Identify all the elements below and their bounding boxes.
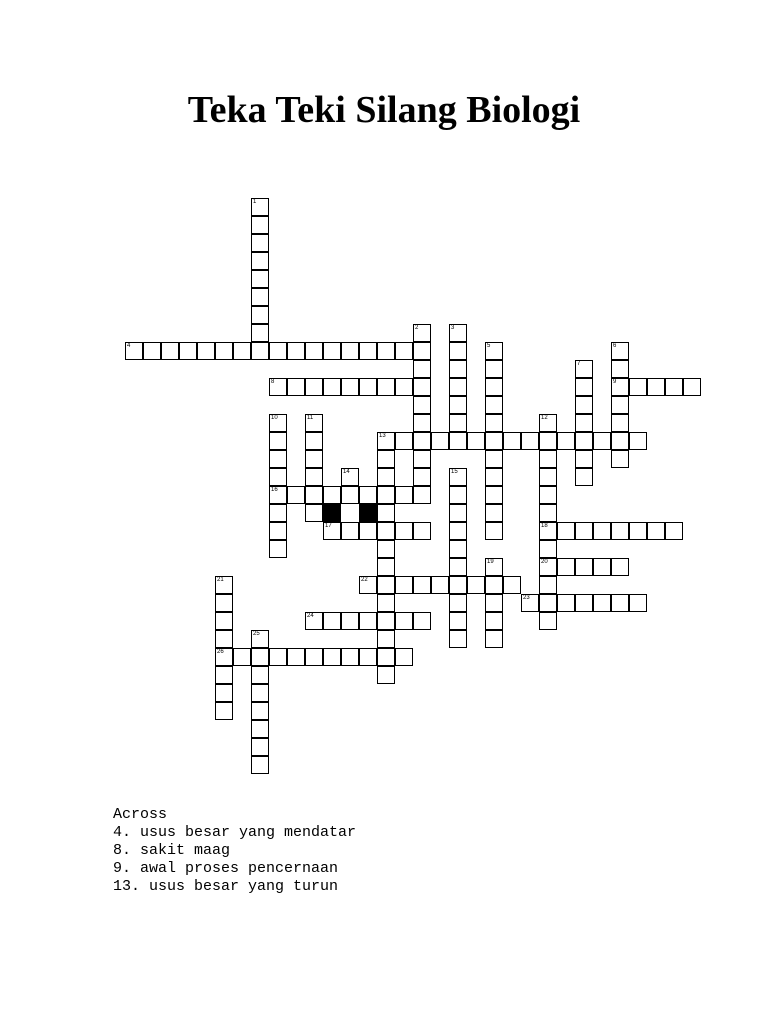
crossword-cell[interactable] <box>377 378 395 396</box>
crossword-cell[interactable] <box>359 342 377 360</box>
crossword-cell[interactable] <box>341 378 359 396</box>
crossword-cell[interactable] <box>395 612 413 630</box>
crossword-cell[interactable] <box>395 648 413 666</box>
clue-number: 9 <box>613 379 617 385</box>
crossword-cell[interactable] <box>413 486 431 504</box>
crossword-cell[interactable] <box>629 594 647 612</box>
crossword-cell[interactable] <box>539 576 557 594</box>
clue-number: 23 <box>523 595 530 601</box>
crossword-cell[interactable] <box>485 414 503 432</box>
crossword-cell[interactable] <box>359 378 377 396</box>
crossword-cell[interactable] <box>323 342 341 360</box>
crossword-cell[interactable] <box>413 360 431 378</box>
crossword-cell[interactable] <box>269 342 287 360</box>
clues-section <box>113 806 356 896</box>
crossword-cell[interactable] <box>233 342 251 360</box>
clue-number: 5 <box>487 343 491 349</box>
clue-number: 25 <box>253 631 260 637</box>
crossword-cell[interactable] <box>593 522 611 540</box>
crossword-cell[interactable] <box>341 468 359 486</box>
crossword-cell[interactable] <box>377 342 395 360</box>
crossword-cell[interactable] <box>557 594 575 612</box>
crossword-cell[interactable] <box>269 468 287 486</box>
crossword-black-cell <box>323 504 341 522</box>
crossword-cell[interactable] <box>251 756 269 774</box>
crossword-cell[interactable] <box>413 324 431 342</box>
crossword-cell[interactable] <box>449 378 467 396</box>
crossword-cell[interactable] <box>377 666 395 684</box>
crossword-cell[interactable] <box>485 468 503 486</box>
crossword-cell[interactable] <box>575 378 593 396</box>
clue-number: 21 <box>217 577 224 583</box>
crossword-cell[interactable] <box>251 684 269 702</box>
crossword-cell[interactable] <box>305 648 323 666</box>
crossword-cell[interactable] <box>323 612 341 630</box>
crossword-cell[interactable] <box>341 648 359 666</box>
crossword-cell[interactable] <box>305 486 323 504</box>
crossword-cell[interactable] <box>251 306 269 324</box>
crossword-cell[interactable] <box>611 342 629 360</box>
crossword-cell[interactable] <box>305 612 323 630</box>
crossword-cell[interactable] <box>323 648 341 666</box>
page-title: Teka Teki Silang Biologi <box>187 89 581 131</box>
crossword-cell[interactable] <box>539 414 557 432</box>
crossword-cell[interactable] <box>449 630 467 648</box>
clue-number: 10 <box>271 415 278 421</box>
crossword-cell[interactable] <box>215 666 233 684</box>
crossword-cell[interactable] <box>251 702 269 720</box>
crossword-cell[interactable] <box>539 432 557 450</box>
crossword-cell[interactable] <box>251 324 269 342</box>
crossword-cell[interactable] <box>377 612 395 630</box>
crossword-cell[interactable] <box>629 378 647 396</box>
clue-number: 17 <box>325 523 332 529</box>
crossword-cell[interactable] <box>485 576 503 594</box>
crossword-cell[interactable] <box>305 504 323 522</box>
across-heading: Across <box>113 806 168 823</box>
crossword-cell[interactable] <box>269 378 287 396</box>
crossword-cell[interactable] <box>251 234 269 252</box>
clue-across-8: 8. sakit maag <box>113 842 231 859</box>
crossword-cell[interactable] <box>305 378 323 396</box>
clue-across-9: 9. awal proses pencernaan <box>113 860 339 877</box>
crossword-cell[interactable] <box>449 414 467 432</box>
crossword-cell[interactable] <box>287 342 305 360</box>
crossword-cell[interactable] <box>485 522 503 540</box>
crossword-cell[interactable] <box>269 504 287 522</box>
crossword-cell[interactable] <box>485 432 503 450</box>
crossword-cell[interactable] <box>377 648 395 666</box>
crossword-cell[interactable] <box>539 612 557 630</box>
crossword-cell[interactable] <box>485 594 503 612</box>
crossword-cell[interactable] <box>575 396 593 414</box>
crossword-cell[interactable] <box>215 612 233 630</box>
crossword-cell[interactable] <box>359 612 377 630</box>
crossword-cell[interactable] <box>557 522 575 540</box>
crossword-cell[interactable] <box>251 216 269 234</box>
crossword-cell[interactable] <box>143 342 161 360</box>
crossword-cell[interactable] <box>539 540 557 558</box>
crossword-cell[interactable] <box>575 432 593 450</box>
crossword-cell[interactable] <box>413 342 431 360</box>
crossword-cell[interactable] <box>611 558 629 576</box>
crossword-cell[interactable] <box>395 522 413 540</box>
clue-number: 13 <box>379 433 386 439</box>
crossword-cell[interactable] <box>611 450 629 468</box>
crossword-cell[interactable] <box>683 378 701 396</box>
crossword-cell[interactable] <box>197 342 215 360</box>
crossword-cell[interactable] <box>449 468 467 486</box>
crossword-cell[interactable] <box>485 342 503 360</box>
clue-across-13: 13. usus besar yang turun <box>113 878 339 895</box>
clue-number: 11 <box>307 415 314 421</box>
crossword-cell[interactable] <box>575 468 593 486</box>
crossword-cell[interactable] <box>485 612 503 630</box>
crossword-cell[interactable] <box>449 432 467 450</box>
crossword-cell[interactable] <box>485 450 503 468</box>
crossword-cell[interactable] <box>215 594 233 612</box>
crossword-cell[interactable] <box>593 594 611 612</box>
clue-number: 15 <box>451 469 458 475</box>
crossword-cell[interactable] <box>395 378 413 396</box>
crossword-cell[interactable] <box>359 486 377 504</box>
crossword-cell[interactable] <box>665 522 683 540</box>
crossword-cell[interactable] <box>377 540 395 558</box>
crossword-cell[interactable] <box>377 468 395 486</box>
crossword-black-cell <box>359 504 377 522</box>
crossword-cell[interactable] <box>323 378 341 396</box>
crossword-cell[interactable] <box>377 630 395 648</box>
crossword-cell[interactable] <box>233 648 251 666</box>
crossword-cell[interactable] <box>251 198 269 216</box>
crossword-cell[interactable] <box>431 576 449 594</box>
crossword-cell[interactable] <box>251 288 269 306</box>
crossword-cell[interactable] <box>377 594 395 612</box>
clue-number: 6 <box>613 343 617 349</box>
crossword-cell[interactable] <box>449 558 467 576</box>
crossword-cell[interactable] <box>467 576 485 594</box>
crossword-cell[interactable] <box>341 486 359 504</box>
crossword-cell[interactable] <box>251 666 269 684</box>
crossword-cell[interactable] <box>503 432 521 450</box>
crossword-cell[interactable] <box>449 486 467 504</box>
crossword-cell[interactable] <box>449 540 467 558</box>
crossword-cell[interactable] <box>215 648 233 666</box>
crossword-cell[interactable] <box>395 342 413 360</box>
crossword-cell[interactable] <box>485 558 503 576</box>
crossword-cell[interactable] <box>323 522 341 540</box>
crossword-cell[interactable] <box>125 342 143 360</box>
crossword-cell[interactable] <box>521 432 539 450</box>
crossword-cell[interactable] <box>413 414 431 432</box>
crossword-cell[interactable] <box>503 576 521 594</box>
crossword-cell[interactable] <box>377 504 395 522</box>
crossword-cell[interactable] <box>611 594 629 612</box>
crossword-cell[interactable] <box>629 522 647 540</box>
crossword-cell[interactable] <box>485 378 503 396</box>
crossword-cell[interactable] <box>395 486 413 504</box>
crossword-cell[interactable] <box>251 252 269 270</box>
clue-number: 2 <box>415 325 419 331</box>
crossword-cell[interactable] <box>215 684 233 702</box>
crossword-cell[interactable] <box>485 630 503 648</box>
crossword-cell[interactable] <box>395 576 413 594</box>
crossword-cell[interactable] <box>269 432 287 450</box>
crossword-cell[interactable] <box>611 360 629 378</box>
crossword-cell[interactable] <box>539 594 557 612</box>
crossword-cell[interactable] <box>449 612 467 630</box>
crossword-cell[interactable] <box>269 540 287 558</box>
crossword-cell[interactable] <box>305 468 323 486</box>
crossword-cell[interactable] <box>593 558 611 576</box>
clue-number: 4 <box>127 343 131 349</box>
crossword-cell[interactable] <box>287 648 305 666</box>
crossword-cell[interactable] <box>611 396 629 414</box>
crossword-cell[interactable] <box>377 558 395 576</box>
crossword-cell[interactable] <box>539 486 557 504</box>
crossword-cell[interactable] <box>305 342 323 360</box>
crossword-cell[interactable] <box>647 522 665 540</box>
clue-number: 7 <box>577 361 581 367</box>
crossword-cell[interactable] <box>539 468 557 486</box>
crossword-cell[interactable] <box>305 432 323 450</box>
crossword-cell[interactable] <box>287 486 305 504</box>
crossword-cell[interactable] <box>611 432 629 450</box>
crossword-cell[interactable] <box>413 396 431 414</box>
clue-number: 18 <box>541 523 548 529</box>
crossword-cell[interactable] <box>341 522 359 540</box>
crossword-cell[interactable] <box>611 522 629 540</box>
clue-number: 16 <box>271 487 278 493</box>
crossword-cell[interactable] <box>539 522 557 540</box>
crossword-cell[interactable] <box>323 486 341 504</box>
crossword-cell[interactable] <box>557 432 575 450</box>
crossword-cell[interactable] <box>449 360 467 378</box>
crossword-cell[interactable] <box>377 486 395 504</box>
crossword-cell[interactable] <box>449 576 467 594</box>
crossword-cell[interactable] <box>377 576 395 594</box>
crossword-cell[interactable] <box>575 360 593 378</box>
crossword-cell[interactable] <box>449 396 467 414</box>
crossword-cell[interactable] <box>161 342 179 360</box>
crossword-cell[interactable] <box>413 450 431 468</box>
crossword-cell[interactable] <box>467 432 485 450</box>
crossword-cell[interactable] <box>269 648 287 666</box>
crossword-cell[interactable] <box>449 594 467 612</box>
crossword-cell[interactable] <box>179 342 197 360</box>
crossword-cell[interactable] <box>377 450 395 468</box>
clue-number: 3 <box>451 325 455 331</box>
crossword-cell[interactable] <box>305 450 323 468</box>
crossword-cell[interactable] <box>269 522 287 540</box>
clue-number: 12 <box>541 415 548 421</box>
clue-number: 24 <box>307 613 314 619</box>
clue-number: 26 <box>217 649 224 655</box>
crossword-cell[interactable] <box>413 468 431 486</box>
crossword-cell[interactable] <box>449 324 467 342</box>
crossword-cell[interactable] <box>413 522 431 540</box>
crossword-cell[interactable] <box>575 450 593 468</box>
crossword-cell[interactable] <box>575 558 593 576</box>
crossword-cell[interactable] <box>395 432 413 450</box>
crossword-cell[interactable] <box>485 486 503 504</box>
crossword-cell[interactable] <box>215 576 233 594</box>
crossword-cell[interactable] <box>305 414 323 432</box>
crossword-cell[interactable] <box>539 504 557 522</box>
crossword-cell[interactable] <box>251 648 269 666</box>
crossword-cell[interactable] <box>557 558 575 576</box>
crossword-cell[interactable] <box>251 270 269 288</box>
crossword-cell[interactable] <box>611 414 629 432</box>
crossword-cell[interactable] <box>413 612 431 630</box>
clue-number: 22 <box>361 577 368 583</box>
crossword-cell[interactable] <box>269 486 287 504</box>
crossword-cell[interactable] <box>485 396 503 414</box>
crossword-cell[interactable] <box>377 522 395 540</box>
crossword-cell[interactable] <box>215 342 233 360</box>
crossword-cell[interactable] <box>359 576 377 594</box>
crossword-cell[interactable] <box>359 522 377 540</box>
crossword-cell[interactable] <box>593 432 611 450</box>
clue-number: 19 <box>487 559 494 565</box>
crossword-cell[interactable] <box>611 378 629 396</box>
crossword-cell[interactable] <box>251 342 269 360</box>
crossword-cell[interactable] <box>575 594 593 612</box>
crossword-cell[interactable] <box>251 738 269 756</box>
crossword-cell[interactable] <box>287 378 305 396</box>
crossword-cell[interactable] <box>539 558 557 576</box>
crossword-cell[interactable] <box>629 432 647 450</box>
crossword-cell[interactable] <box>215 702 233 720</box>
crossword-cell[interactable] <box>521 594 539 612</box>
crossword-cell[interactable] <box>251 720 269 738</box>
crossword-cell[interactable] <box>377 432 395 450</box>
crossword-cell[interactable] <box>449 522 467 540</box>
crossword-cell[interactable] <box>215 630 233 648</box>
clue-across-4: 4. usus besar yang mendatar <box>113 824 357 841</box>
crossword-cell[interactable] <box>485 504 503 522</box>
crossword-cell[interactable] <box>575 414 593 432</box>
crossword-cell[interactable] <box>341 612 359 630</box>
crossword-cell[interactable] <box>485 360 503 378</box>
crossword-cell[interactable] <box>413 432 431 450</box>
crossword-cell[interactable] <box>449 504 467 522</box>
crossword-cell[interactable] <box>647 378 665 396</box>
crossword-cell[interactable] <box>413 576 431 594</box>
crossword-cell[interactable] <box>269 414 287 432</box>
crossword-cell[interactable] <box>665 378 683 396</box>
clue-number: 20 <box>541 559 548 565</box>
crossword-cell[interactable] <box>251 630 269 648</box>
crossword-cell[interactable] <box>269 450 287 468</box>
clue-number: 8 <box>271 379 275 385</box>
crossword-cell[interactable] <box>413 378 431 396</box>
crossword-cell[interactable] <box>431 432 449 450</box>
crossword-cell[interactable] <box>575 522 593 540</box>
crossword-cell[interactable] <box>539 450 557 468</box>
crossword-cell[interactable] <box>359 648 377 666</box>
clue-number: 1 <box>253 199 257 205</box>
crossword-cell[interactable] <box>341 342 359 360</box>
crossword-cell[interactable] <box>449 342 467 360</box>
clue-number: 14 <box>343 469 350 475</box>
